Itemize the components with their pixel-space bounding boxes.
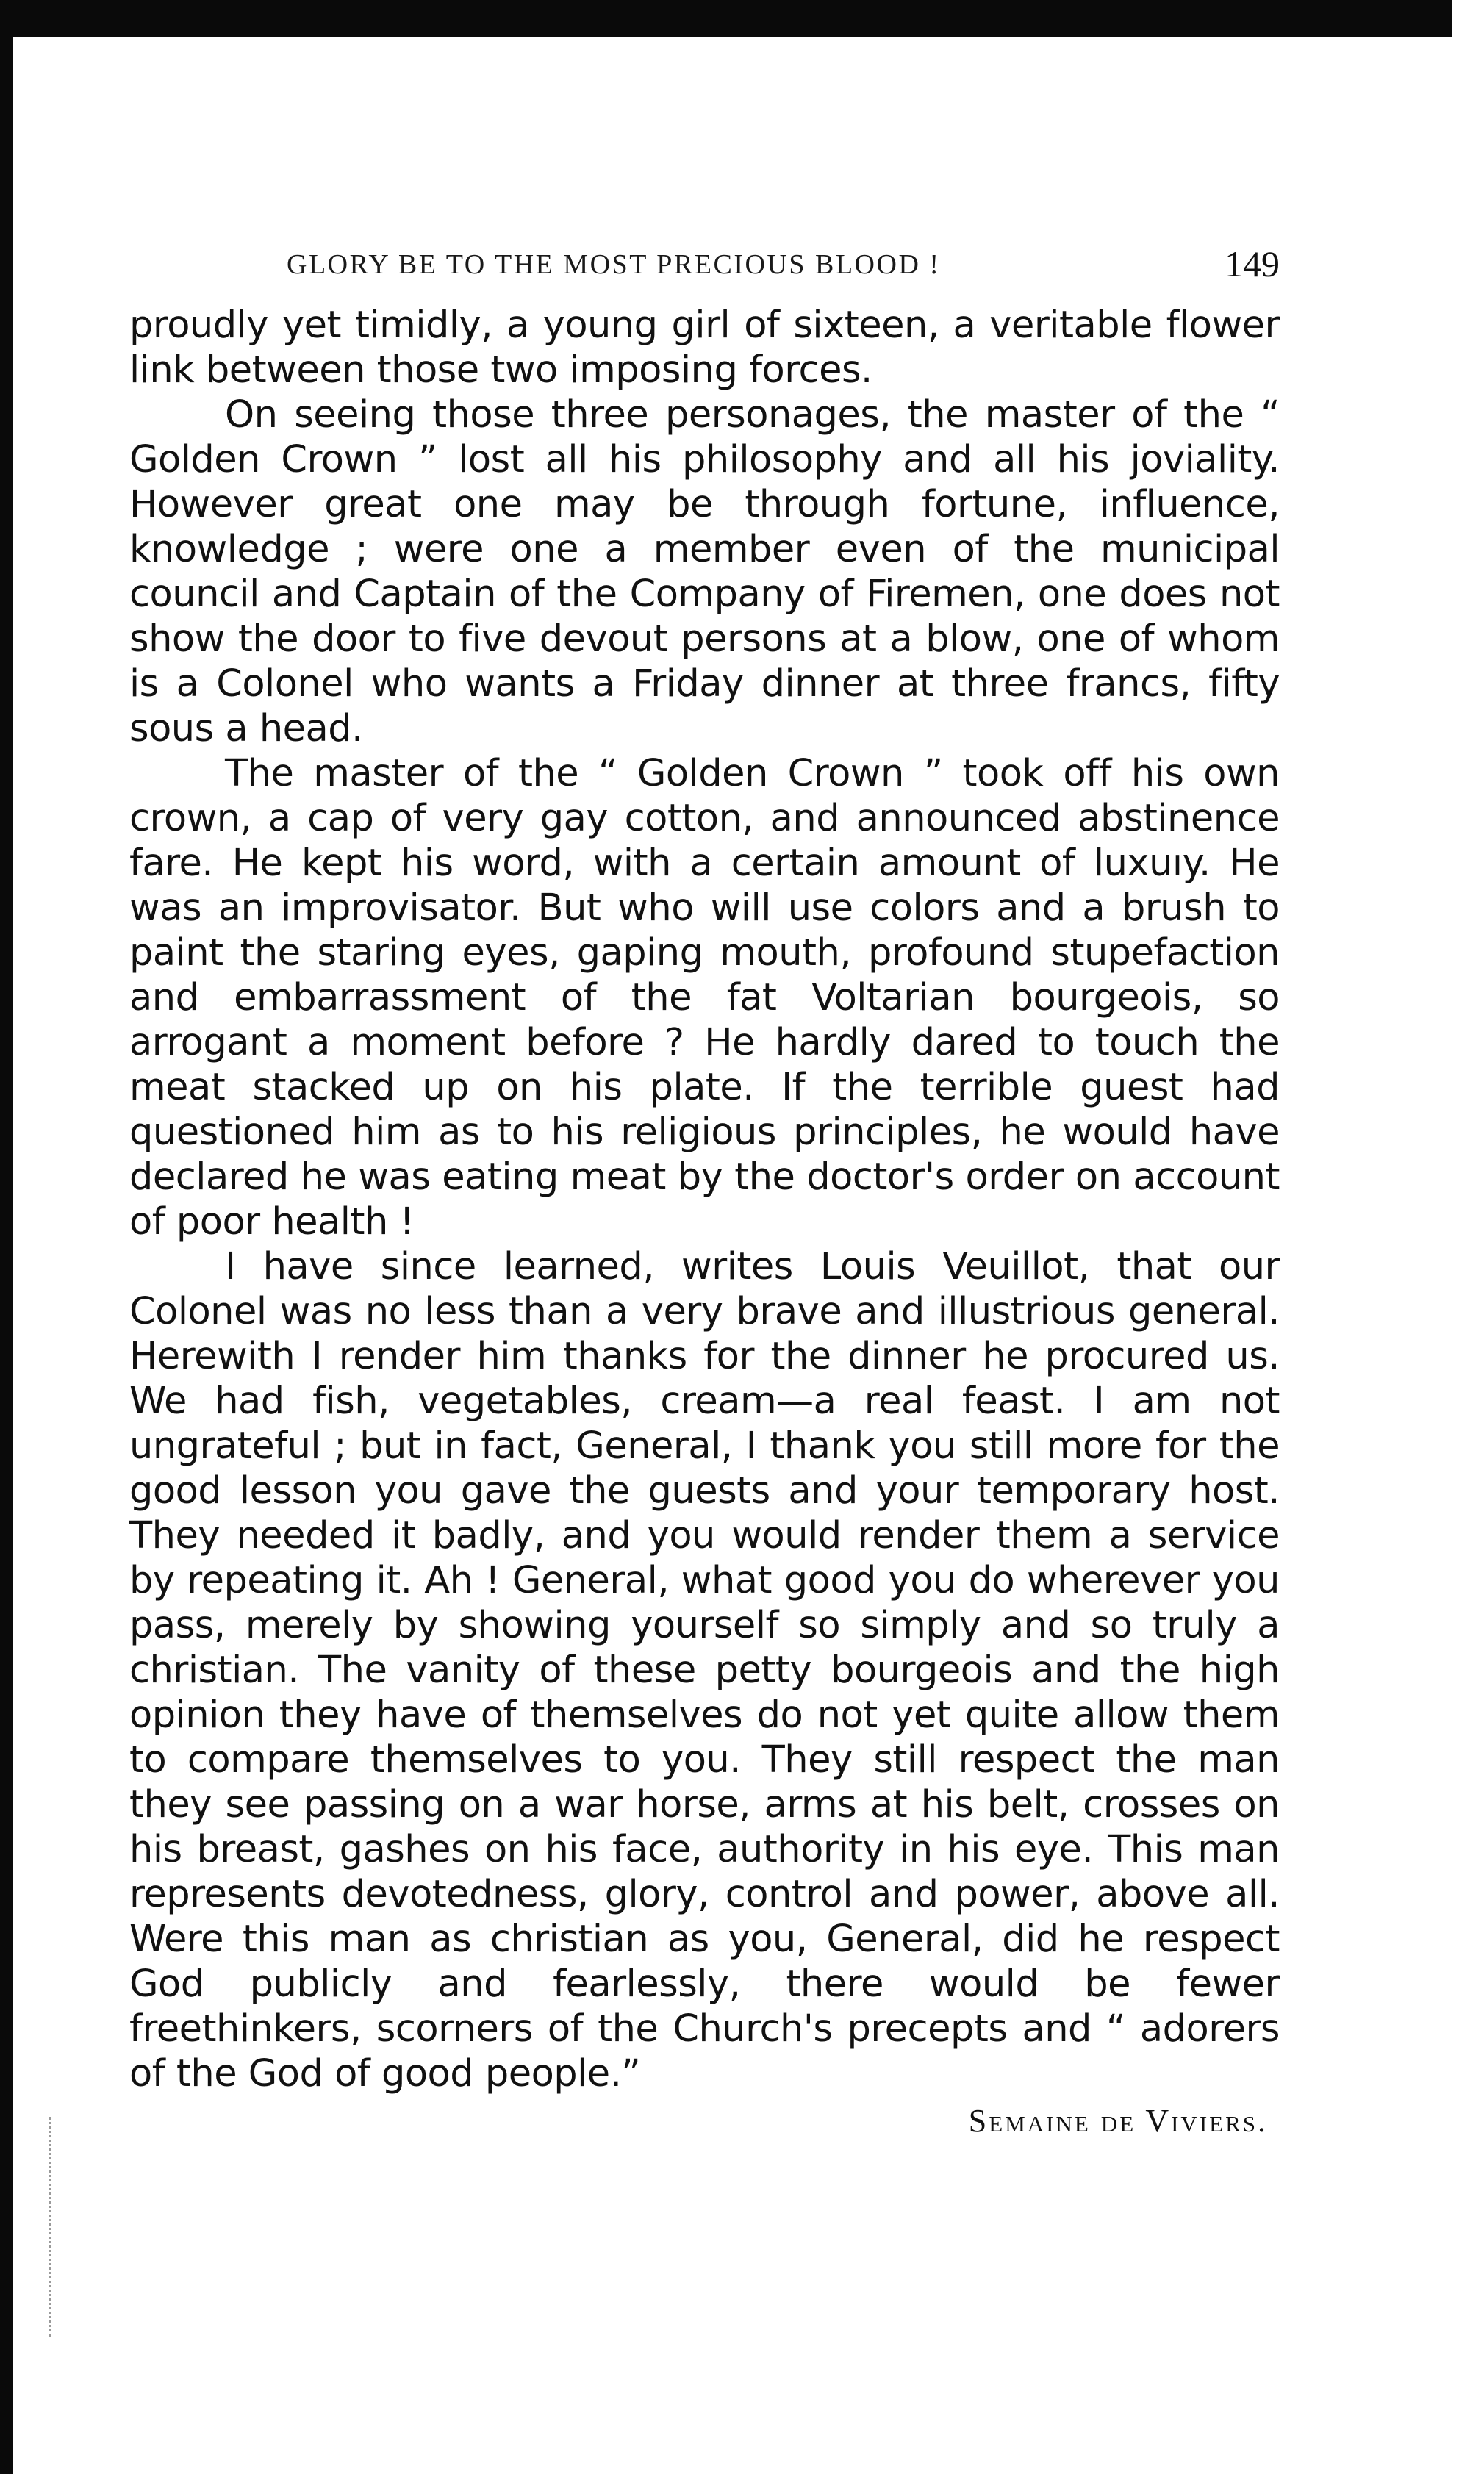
margin-dots	[49, 2117, 53, 2337]
signature-attribution: Semaine de Viviers.	[968, 2103, 1268, 2139]
body-text	[129, 303, 1280, 2096]
paragraph: I have since learned, writes Louis Veuillot, that our Colonel was no less than a very brave and illustrious general. Herewith I render him thanks for the dinner he procured us. We had fish, vegetables, cream—a real feast. I am not ungrateful ; but in fact, General, I thank you still more for the good lesson you gave the guests and your temporary host. They needed it badly, and you would render them a service by repeating it. Ah ! General, what good you do wherever you pass, merely by showing yourself so simply and so truly a christian. The vanity of these petty bourgeois and the high opinion they have of themselves do not yet quite allow them to compare themselves to you. They still respect the man they see passing on a war horse, arms at his belt, crosses on his breast, gashes on his face, authority in his eye. This man represents devotedness, glory, control and power, above all. Were this man as christian as you, General, did he respect God publicly and fearlessly, there would be fewer freethinkers, scorners of the Church's precepts and “ adorers of the God of good people.”	[129, 1245, 1280, 2095]
page-left-edge-shadow	[0, 0, 13, 2474]
book-page	[129, 243, 1280, 2140]
paragraph: The master of the “ Golden Crown ” took off his own crown, a cap of very gay cotton, and announced abstinence fare. He kept his word, with a certain amount of luxuıy. He was an improvisator. But who will use colors and a brush to paint the staring eyes, gaping mouth, profound stupefaction and embarrassment of the fat Voltarian bourgeois, so arrogant a moment before ? He hardly dared to touch the meat stacked up on his plate. If the terrible guest had questioned him as to his religious principles, he would have declared he was eating meat by the doctor's order on account of poor health !	[129, 752, 1280, 1244]
running-header-title: GLORY BE TO THE MOST PRECIOUS BLOOD !	[287, 249, 941, 280]
paragraph-continued: proudly yet timidly, a young girl of sixteen, a veritable flower link between those two imposing forces.	[129, 304, 1280, 392]
paragraph: On seeing those three personages, the master of the “ Golden Crown ” lost all his philosophy and all his joviality. However great one may be through fortune, influence, knowledge ; were one a member even of the municipal council and Captain of the Company of Firemen, one does not show the door to five devout persons at a blow, one of whom is a Colonel who wants a Friday dinner at three francs, fifty sous a head.	[129, 393, 1280, 750]
running-header	[129, 243, 1280, 294]
page-number: 149	[1225, 243, 1280, 284]
page-top-edge-shadow	[0, 0, 1452, 37]
